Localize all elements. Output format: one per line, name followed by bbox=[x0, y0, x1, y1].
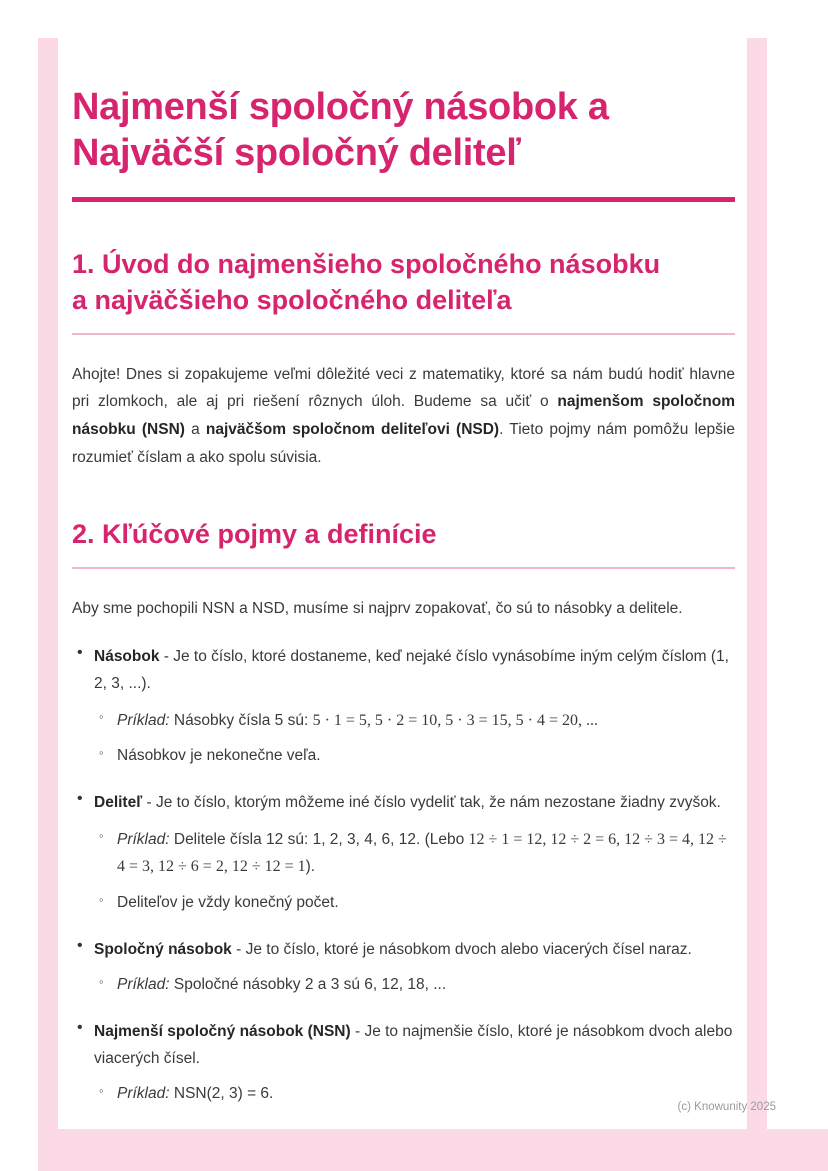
definition-text bbox=[94, 937, 735, 964]
sub-list-item-example bbox=[99, 972, 735, 999]
example-math: 12 ÷ 1 = 12, 12 ÷ 2 = 6, 12 ÷ 3 = 4, 12 ÷ 4 = 3, 12 ÷ 6 = 2, 12 ÷ 12 = 1 bbox=[117, 830, 727, 876]
intro-text: . Tieto pojmy nám pomôžu lepšie rozumieť číslam a ako spolu súvisia. bbox=[72, 421, 735, 467]
list-item-nasobok bbox=[72, 644, 735, 770]
example-text bbox=[117, 707, 598, 735]
example-body: Násobky čísla 5 sú: bbox=[169, 711, 313, 729]
definitions-list bbox=[72, 644, 735, 1108]
page-title: Najmenší spoločný násobok a Najväčší spoločný deliteľ bbox=[72, 86, 609, 175]
term-definition: - Je to číslo, ktoré dostaneme, keď nejaké číslo vynásobíme iným celým číslom (1, 2, 3, ...). bbox=[94, 648, 729, 693]
definition-text bbox=[94, 644, 735, 697]
circle-bullet-icon: ◦ bbox=[99, 1083, 104, 1099]
circle-bullet-icon: ◦ bbox=[99, 892, 104, 908]
term-definition: - Je to číslo, ktorým môžeme iné číslo vydeliť tak, že nám nezostane žiadny zvyšok. bbox=[142, 794, 721, 812]
term-label: Násobok bbox=[94, 648, 160, 666]
example-label: Príklad: bbox=[117, 830, 170, 848]
example-label: Príklad: bbox=[117, 976, 170, 994]
term-definition: - Je to číslo, ktoré je násobkom dvoch alebo viacerých čísel naraz. bbox=[231, 940, 692, 958]
example-text bbox=[117, 972, 446, 999]
page-content bbox=[72, 84, 735, 1108]
copyright-footer: (c) Knowunity 2025 bbox=[677, 1101, 776, 1113]
note-text: Násobkov je nekonečne veľa. bbox=[117, 747, 321, 765]
bullet-icon: • bbox=[77, 644, 83, 662]
intro-text: Ahojte! Dnes si zopakujeme veľmi dôležité veci z matematiky, ktoré sa nám budú hodiť hlavne pri zlomkoch, ale aj pri riešení rôznych úloh. Budeme sa učiť o bbox=[72, 365, 735, 411]
term-label: Deliteľ bbox=[94, 794, 143, 812]
bullet-icon: • bbox=[77, 790, 83, 808]
example-body: Delitele čísla 12 sú: 1, 2, 3, 4, 6, 12. (Lebo bbox=[169, 830, 469, 848]
note-text: Deliteľov je vždy konečný počet. bbox=[117, 894, 339, 912]
list-item-nsn bbox=[72, 1019, 735, 1108]
definition-text bbox=[94, 1019, 735, 1072]
intro-text: a bbox=[184, 421, 206, 439]
sub-list-item-example bbox=[99, 707, 735, 735]
list-item-spolocny-nasobok bbox=[72, 937, 735, 999]
circle-bullet-icon: ◦ bbox=[99, 745, 104, 761]
term-definition: - Je to najmenšie číslo, ktoré je násobkom dvoch alebo viacerých čísel. bbox=[94, 1023, 733, 1067]
sub-list-item-example bbox=[99, 1081, 735, 1108]
bullet-icon: • bbox=[77, 936, 83, 954]
definition-text bbox=[94, 790, 735, 817]
section-2-divider bbox=[72, 567, 735, 569]
section-1-divider bbox=[72, 333, 735, 335]
list-item-delitel bbox=[72, 790, 735, 917]
section-2-heading: 2. Kľúčové pojmy a definície bbox=[72, 519, 437, 550]
term-label: Spoločný násobok bbox=[94, 940, 232, 958]
circle-bullet-icon: ◦ bbox=[99, 708, 104, 724]
intro-bold-nsn: najmenšom spoločnom násobku (NSN) bbox=[72, 393, 735, 439]
example-label: Príklad: bbox=[117, 1085, 170, 1103]
intro-paragraph bbox=[72, 361, 735, 473]
intro-bold-nsd: najväčšom spoločnom deliteľovi (NSD) bbox=[205, 421, 500, 439]
circle-bullet-icon: ◦ bbox=[99, 827, 104, 843]
sub-list-item-note bbox=[99, 743, 735, 770]
page-frame-right bbox=[747, 38, 767, 1171]
example-text bbox=[117, 826, 735, 881]
term-label: Najmenší spoločný násobok (NSN) bbox=[94, 1023, 351, 1041]
page-frame-bottom bbox=[38, 1129, 828, 1171]
page-frame-left bbox=[38, 38, 58, 1171]
example-body: NSN(2, 3) = 6. bbox=[169, 1085, 274, 1103]
sub-list-item-example bbox=[99, 826, 735, 881]
example-math: 5 · 1 = 5, 5 · 2 = 10, 5 · 3 = 15, 5 · 4 = 20, ... bbox=[312, 711, 598, 729]
example-label: Príklad: bbox=[117, 711, 170, 729]
bullet-icon: • bbox=[77, 1019, 83, 1037]
example-body: Spoločné násobky 2 a 3 sú 6, 12, 18, ... bbox=[169, 976, 447, 994]
sub-list-item-note bbox=[99, 890, 735, 917]
circle-bullet-icon: ◦ bbox=[99, 974, 104, 990]
example-text bbox=[117, 1081, 273, 1108]
title-divider bbox=[72, 197, 735, 202]
example-tail: ). bbox=[305, 858, 316, 876]
section-1-heading: 1. Úvod do najmenšieho spoločného násobku a najväčšieho spoločného deliteľa bbox=[72, 248, 661, 316]
concepts-lead-paragraph: Aby sme pochopili NSN a NSD, musíme si najprv zopakovať, čo sú to násobky a delitele. bbox=[72, 599, 683, 617]
